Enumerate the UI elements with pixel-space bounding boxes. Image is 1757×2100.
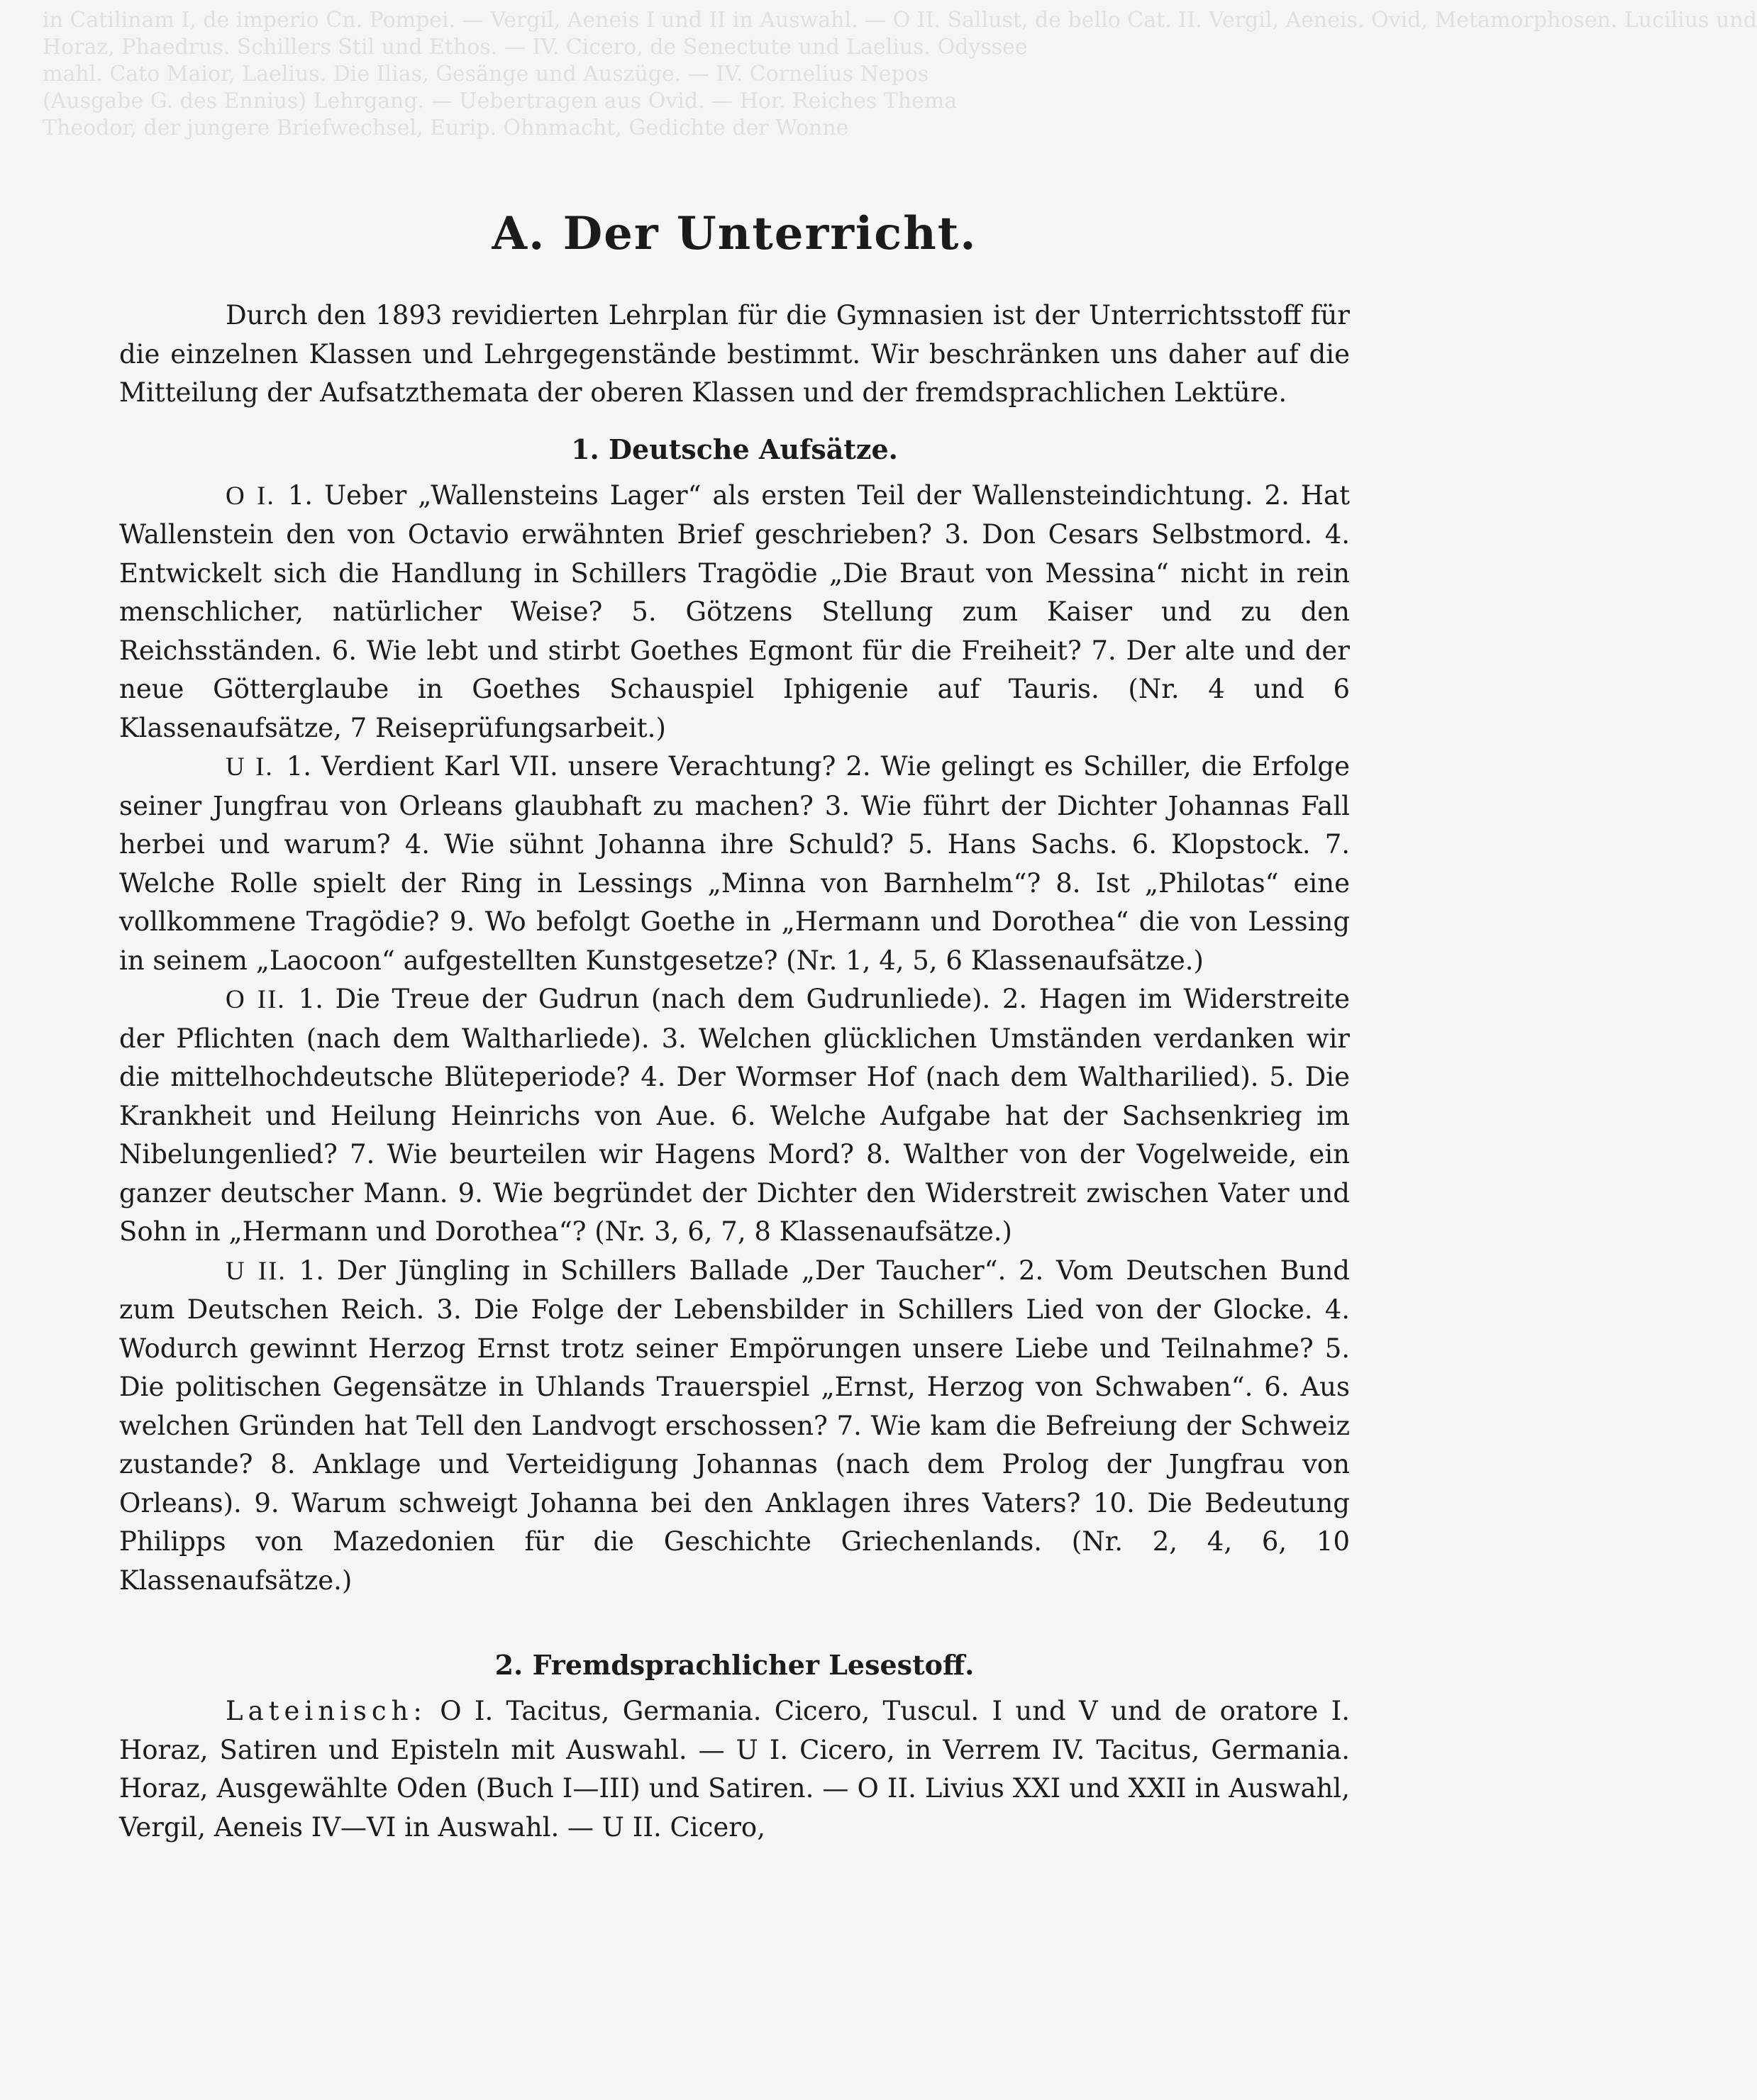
section-spacer bbox=[119, 1600, 1350, 1628]
entry-o-i bbox=[119, 477, 1350, 748]
class-label: U II. bbox=[226, 1256, 287, 1286]
entry-lateinisch bbox=[119, 1692, 1350, 1847]
entry-text: 1. Der Jüngling in Schillers Ballade „Der Taucher“. 2. Vom Deutschen Bund zum Deutschen Reich. 3. Die Folge der Lebensbilder in Schillers Lied von der Glocke. 4. Wodurch gewinnt Herzog Ernst trotz seiner Empörungen unsere Liebe und Teilnahme? 5. Die politischen Gegensätze in Uhlands Trauerspiel „Ernst, Herzog von Schwaben“. 6. Aus welchen Gründen hat Tell den Landvogt erschossen? 7. Wie kam die Befreiung der Schweiz zustande? 8. Anklage und Verteidigung Johannas (nach dem Prolog der Jungfrau von Orleans). 9. Warum schweigt Johanna bei den Anklagen ihres Vaters? 10. Die Bedeutung Philipps von Mazedonien für die Geschichte Griechenlands. (Nr. 2, 4, 6, 10 Klassenaufsätze.) bbox=[119, 1255, 1350, 1596]
main-column bbox=[119, 206, 1350, 1847]
language-label: Lateinisch: bbox=[226, 1696, 427, 1726]
entry-text: 1. Ueber „Wallensteins Lager“ als ersten Teil der Wallensteindichtung. 2. Hat Wallenstein den von Octavio erwähnten Brief geschrieben? 3. Don Cesars Selbstmord. 4. Entwickelt sich die Handlung in Schillers Tragödie „Die Braut von Messina“ nicht in rein menschlicher, natürlicher Weise? 5. Götzens Stellung zum Kaiser und zu den Reichsständen. 6. Wie lebt und stirbt Goethes Egmont für die Freiheit? 7. Der alte und der neue Götterglaube in Goethes Schauspiel Iphigenie auf Tauris. (Nr. 4 und 6 Klassenaufsätze, 7 Reiseprüfungsarbeit.) bbox=[119, 479, 1350, 743]
page-title: A. Der Unterricht. bbox=[492, 207, 977, 260]
latin-text: O I. Tacitus, Germania. Cicero, Tuscul. I und V und de oratore I. Horaz, Satiren und Episteln mit Auswahl. — U I. Cicero, in Verrem IV. Tacitus, Germania. Horaz, Ausgewählte Oden (Buch I—III) und Satiren. — O II. Livius XXI und XXII in Auswahl, Vergil, Aeneis IV—VI in Auswahl. — U II. Cicero, bbox=[119, 1696, 1351, 1843]
class-label: O II. bbox=[226, 985, 286, 1014]
section-heading-deutsche-aufsaetze: 1. Deutsche Aufsätze. bbox=[571, 433, 898, 465]
class-label: U I. bbox=[226, 752, 274, 782]
entry-o-ii bbox=[119, 980, 1350, 1252]
class-label: O I. bbox=[226, 481, 275, 511]
bleed-through-text: in Catilinam I, de imperio Cn. Pompei. — Vergil, Aeneis I und II in Auswahl. — O II. Sallust, de bello Cat. II. Vergil, Aeneis. Ovid, Metamorphosen. Lucilius und Horaz, Phaedrus. Schillers Stil und Ethos. — IV. Cicero, de Senectute und Laelius. Odyssee mahl. Cato Maior, Laelius. Die Ilias, Gesänge und Auszüge. — IV. Cornelius Nepos (Ausgabe G. des Ennius) Lehrgang. — Uebertragen aus Ovid. — Hor. Reiches Thema Theodor, der jungere Briefwechsel, Eurip. Ohnmacht, Gedichte der Wonne bbox=[43, 8, 1757, 140]
section-heading-lesestoff: 2. Fremdsprachlicher Lesestoff. bbox=[494, 1649, 975, 1681]
intro-paragraph: Durch den 1893 revidierten Lehrplan für die Gymnasien ist der Unterrichtsstoff für die einzelnen Klassen und Lehrgegenstände bestimmt. Wir beschränken uns daher auf die Mitteilung der Aufsatzthemata der oberen Klassen und der fremdsprachlichen Lektüre. bbox=[119, 300, 1350, 408]
entry-text: 1. Die Treue der Gudrun (nach dem Gudrunliede). 2. Hagen im Widerstreite der Pflichten (nach dem Waltharliede). 3. Welchen glücklichen Umständen verdanken wir die mittelhochdeutsche Blüteperiode? 4. Der Wormser Hof (nach dem Waltharilied). 5. Die Krankheit und Heilung Heinrichs von Aue. 6. Welche Aufgabe hat der Sachsenkrieg im Nibelungenlied? 7. Wie beurteilen wir Hagens Mord? 8. Walther von der Vogelweide, ein ganzer deutscher Mann. 9. Wie begründet der Dichter den Widerstreit zwischen Vater und Sohn in „Hermann und Dorothea“? (Nr. 3, 6, 7, 8 Klassenaufsätze.) bbox=[119, 984, 1350, 1247]
entry-u-i bbox=[119, 748, 1350, 980]
entry-text: 1. Verdient Karl VII. unsere Verachtung? 2. Wie gelingt es Schiller, die Erfolge seiner Jungfrau von Orleans glaubhaft zu machen? 3. Wie führt der Dichter Johannas Fall herbei und warum? 4. Wie sühnt Johanna ihre Schuld? 5. Hans Sachs. 6. Klopstock. 7. Welche Rolle spielt der Ring in Lessings „Minna von Barnhelm“? 8. Ist „Philotas“ eine vollkommene Tragödie? 9. Wo befolgt Goethe in „Hermann und Dorothea“ die von Lessing in seinem „Laocoon“ aufgestellten Kunstgesetze? (Nr. 1, 4, 5, 6 Klassenaufsätze.) bbox=[119, 751, 1350, 976]
entry-u-ii bbox=[119, 1252, 1350, 1601]
